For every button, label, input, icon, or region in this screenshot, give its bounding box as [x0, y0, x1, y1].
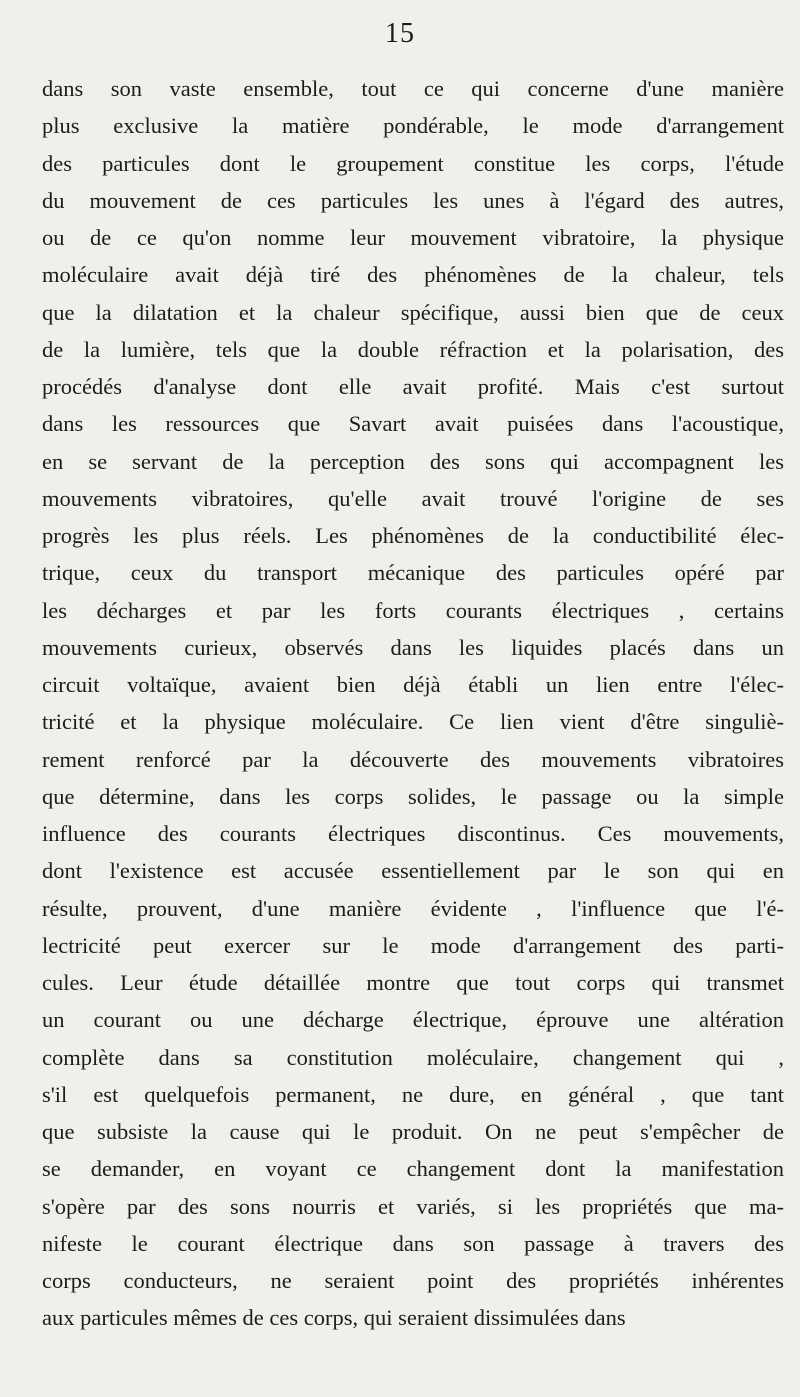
text-line: lectricité peut exercer sur le mode d'arrangement des parti-: [42, 932, 784, 958]
text-line: progrès les plus réels. Les phénomènes de la conductibilité élec-: [42, 523, 784, 548]
text-line: influence des courants électriques discontinus. Ces mouvements,: [42, 821, 784, 846]
text-line: procédés d'analyse dont elle avait profité. Mais c'est surtout: [42, 374, 784, 399]
text-line: moléculaire avait déjà tiré des phénomènes de la chaleur, tels: [42, 262, 784, 288]
text-line: mouvements curieux, observés dans les liquides placés dans un: [42, 634, 784, 660]
text-line: mouvements vibratoires, qu'elle avait trouvé l'origine de ses: [42, 485, 784, 511]
text-line: nifeste le courant électrique dans son passage à travers des: [42, 1230, 784, 1256]
text-line: s'il est quelquefois permanent, ne dure, en général , que tant: [42, 1081, 784, 1107]
text-line: que subsiste la cause qui le produit. On ne peut s'empêcher de: [42, 1119, 784, 1144]
text-line: dans les ressources que Savart avait puisées dans l'acoustique,: [42, 411, 784, 437]
text-line: trique, ceux du transport mécanique des particules opéré par: [42, 560, 784, 586]
text-line: les décharges et par les forts courants électriques , certains: [42, 597, 784, 623]
text-line: rement renforcé par la découverte des mouvements vibratoires: [42, 746, 784, 772]
text-line: s'opère par des sons nourris et variés, si les propriétés que ma-: [42, 1193, 784, 1219]
text-line: aux particules mêmes de ces corps, qui seraient dissimulées dans: [42, 1305, 626, 1331]
text-line: plus exclusive la matière pondérable, le mode d'arrangement: [42, 113, 784, 139]
text-line: dont l'existence est accusée essentiellement par le son qui en: [42, 858, 784, 884]
page-number: 15: [385, 18, 415, 49]
text-line: ou de ce qu'on nomme leur mouvement vibratoire, la physique: [42, 225, 784, 250]
text-line: dans son vaste ensemble, tout ce qui concerne d'une manière: [42, 76, 784, 101]
text-line: que la dilatation et la chaleur spécifique, aussi bien que de ceux: [42, 299, 784, 325]
text-line: résulte, prouvent, d'une manière évidente , l'influence que l'é-: [42, 895, 784, 921]
text-line: des particules dont le groupement constitue les corps, l'étude: [42, 150, 784, 176]
text-line: un courant ou une décharge électrique, éprouve une altération: [42, 1007, 784, 1033]
text-line: se demander, en voyant ce changement dont la manifestation: [42, 1156, 784, 1182]
text-line: complète dans sa constitution moléculaire, changement qui ,: [42, 1044, 784, 1070]
text-line: du mouvement de ces particules les unes à l'égard des autres,: [42, 187, 784, 213]
text-line: cules. Leur étude détaillée montre que tout corps qui transmet: [42, 970, 784, 995]
text-line: tricité et la physique moléculaire. Ce lien vient d'être singuliè-: [42, 709, 784, 735]
text-line: corps conducteurs, ne seraient point des propriétés inhérentes: [42, 1268, 784, 1293]
text-line: de la lumière, tels que la double réfraction et la polarisation, des: [42, 336, 784, 362]
text-line: que détermine, dans les corps solides, le passage ou la simple: [42, 783, 784, 809]
text-line: en se servant de la perception des sons qui accompagnent les: [42, 448, 784, 474]
text-line: circuit voltaïque, avaient bien déjà établi un lien entre l'élec-: [42, 672, 784, 697]
body-text: [42, 70, 784, 1337]
